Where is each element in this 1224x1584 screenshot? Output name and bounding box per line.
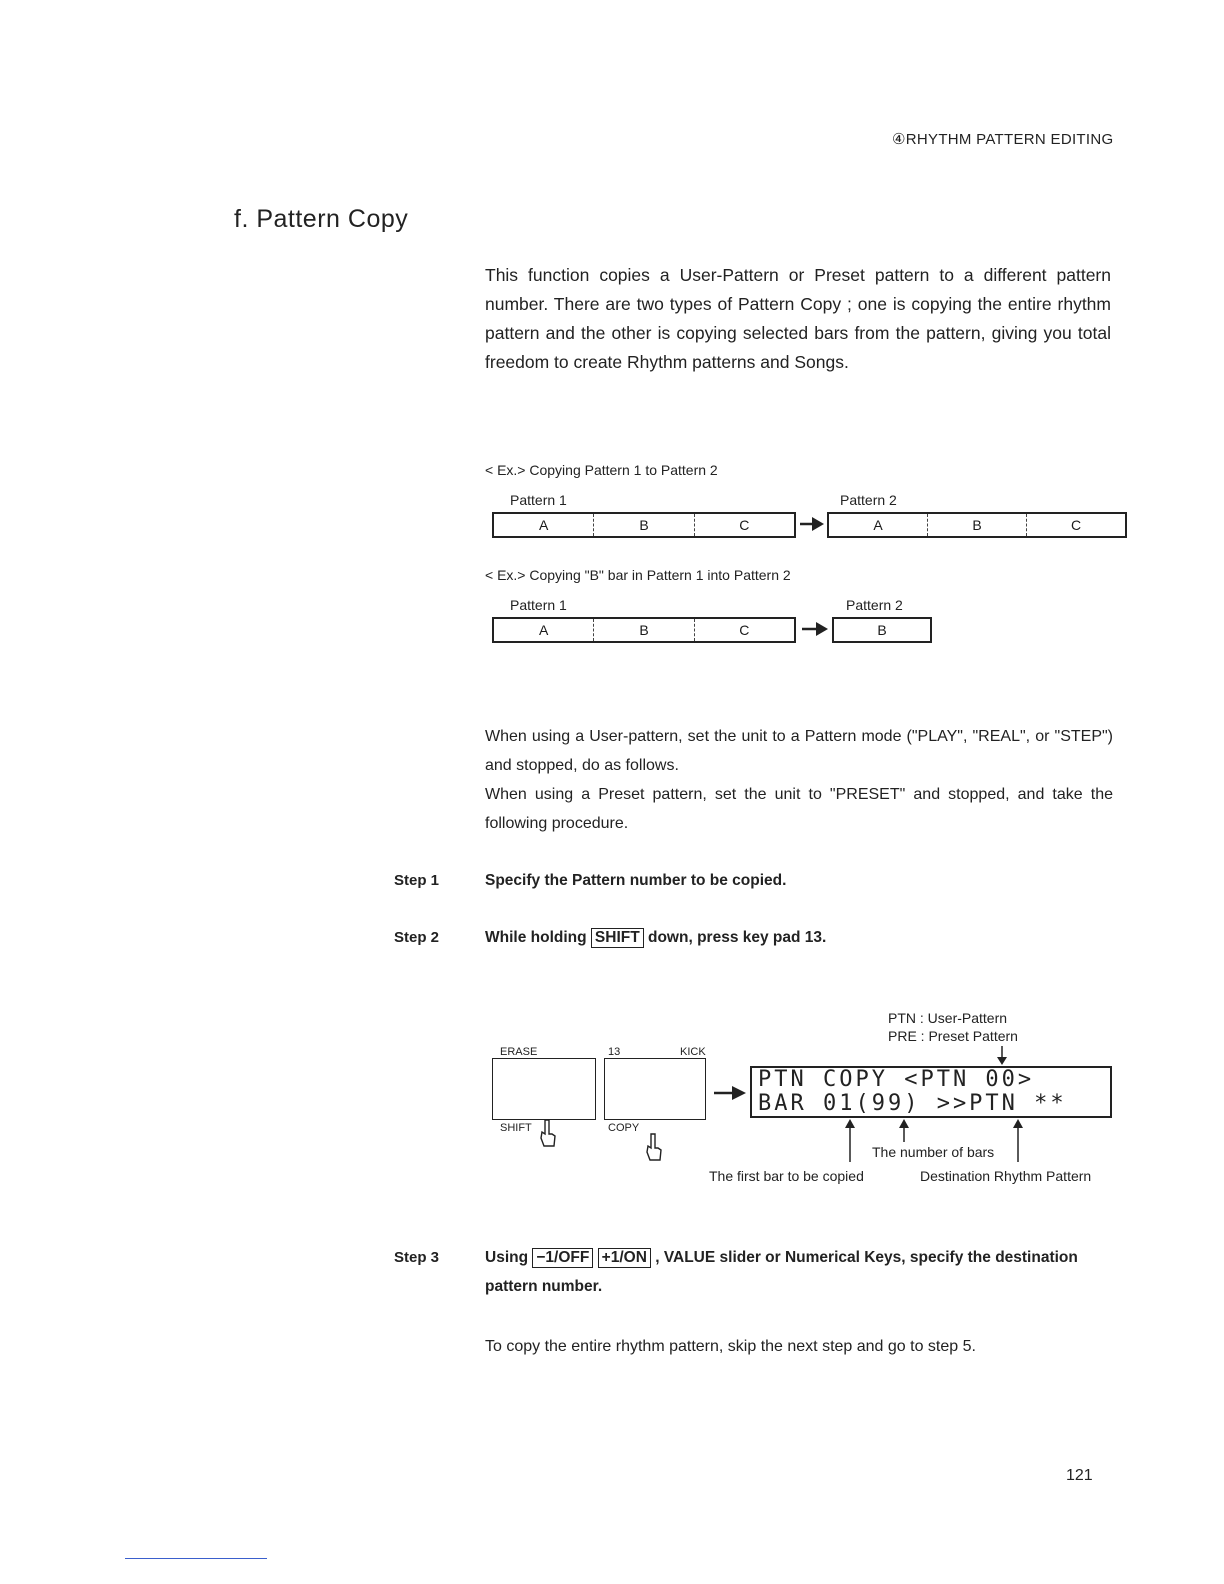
step-3-label: Step 3 (394, 1249, 440, 1266)
example1-source-label: Pattern 1 (510, 492, 567, 508)
minus-one-off-key: −1/OFF (532, 1248, 593, 1268)
example2-dest-pattern (832, 617, 932, 643)
step-3-text (485, 1243, 1115, 1301)
key-pad-13 (604, 1058, 706, 1120)
footer-rule (125, 1558, 267, 1559)
copy-label: COPY (608, 1122, 640, 1134)
step-3-text-after: , VALUE slider or Numerical Keys, specify the destination pattern number. (485, 1249, 1078, 1295)
step-2-label: Step 2 (394, 929, 440, 946)
lcd-display (750, 1066, 1112, 1118)
bar-cell: B (594, 514, 694, 536)
preset-pattern-note: When using a Preset pattern, set the unit to "PRESET" and stopped, and take the following procedure. (485, 786, 1113, 832)
arrow-down-icon (996, 1046, 1008, 1066)
example2-dest-label: Pattern 2 (846, 597, 903, 613)
shift-key: SHIFT (591, 928, 644, 948)
bar-cell: B (877, 622, 887, 638)
copy-arrow-icon (800, 619, 830, 639)
shift-label: SHIFT (500, 1122, 532, 1134)
step-1-text: Specify the Pattern number to be copied. (485, 872, 787, 889)
example1-source-pattern (492, 512, 796, 538)
step-1-label: Step 1 (394, 872, 440, 889)
arrow-right-icon (712, 1083, 748, 1103)
bar-cell: A (829, 514, 928, 536)
bar-cell: A (494, 514, 594, 536)
user-pattern-note: When using a User-pattern, set the unit to a Pattern mode ("PLAY", "REAL", or "STEP") and stopped, do as follows. (485, 728, 1113, 774)
bar-cell: A (494, 619, 594, 641)
bar-cell: C (739, 517, 750, 533)
example2-caption: < Ex.> Copying "B" bar in Pattern 1 into Pattern 2 (485, 567, 791, 583)
arrow-up-icon (844, 1118, 856, 1164)
example1-dest-label: Pattern 2 (840, 492, 897, 508)
pointing-hand-icon (644, 1132, 664, 1162)
intro-paragraph: This function copies a User-Pattern or Preset pattern to a different pattern number. There are two types of Pattern Copy ; one is copying the entire rhythm pattern and the other is copying selected bars from the pattern, giving you total freedom to create Rhythm patterns and Songs. (485, 265, 1111, 372)
example1-caption: < Ex.> Copying Pattern 1 to Pattern 2 (485, 462, 718, 478)
plus-one-on-key: +1/ON (598, 1248, 651, 1268)
callout-first-bar: The first bar to be copied (709, 1168, 864, 1184)
section-title: f. Pattern Copy (234, 205, 409, 233)
step-3-text-before: Using (485, 1249, 529, 1266)
kick-label: KICK (680, 1046, 706, 1058)
legend-ptn: PTN : User-Pattern (888, 1010, 1008, 1026)
example1-dest-pattern (827, 512, 1127, 538)
bar-cell: B (928, 514, 1027, 536)
pointing-hand-icon (538, 1118, 558, 1148)
arrow-up-icon (1012, 1118, 1024, 1164)
bar-cell: C (739, 622, 750, 638)
callout-number-of-bars: The number of bars (872, 1144, 995, 1160)
copy-arrow-icon (798, 514, 826, 534)
chapter-header: ④RHYTHM PATTERN EDITING (892, 131, 1114, 148)
lcd-line-2: BAR 01(99) >>PTN ** (758, 1091, 1067, 1116)
key-pad-shift (492, 1058, 596, 1120)
page-number: 121 (1066, 1467, 1093, 1484)
callout-destination: Destination Rhythm Pattern (920, 1168, 1092, 1184)
closing-note: To copy the entire rhythm pattern, skip the next step and go to step 5. (485, 1338, 976, 1355)
erase-label: ERASE (500, 1046, 538, 1058)
example2-source-label: Pattern 1 (510, 597, 567, 613)
example2-source-pattern (492, 617, 796, 643)
lcd-line-1: PTN COPY <PTN 00> (758, 1067, 1035, 1092)
step-2-text-before: While holding (485, 929, 587, 946)
bar-cell: C (1070, 517, 1082, 533)
pad-13-label: 13 (608, 1046, 621, 1058)
legend-pre: PRE : Preset Pattern (888, 1028, 1018, 1044)
bar-cell: B (594, 619, 694, 641)
step-2-text (485, 923, 1115, 952)
step-2-text-after: down, press key pad 13. (648, 929, 827, 946)
arrow-up-icon (898, 1118, 910, 1144)
